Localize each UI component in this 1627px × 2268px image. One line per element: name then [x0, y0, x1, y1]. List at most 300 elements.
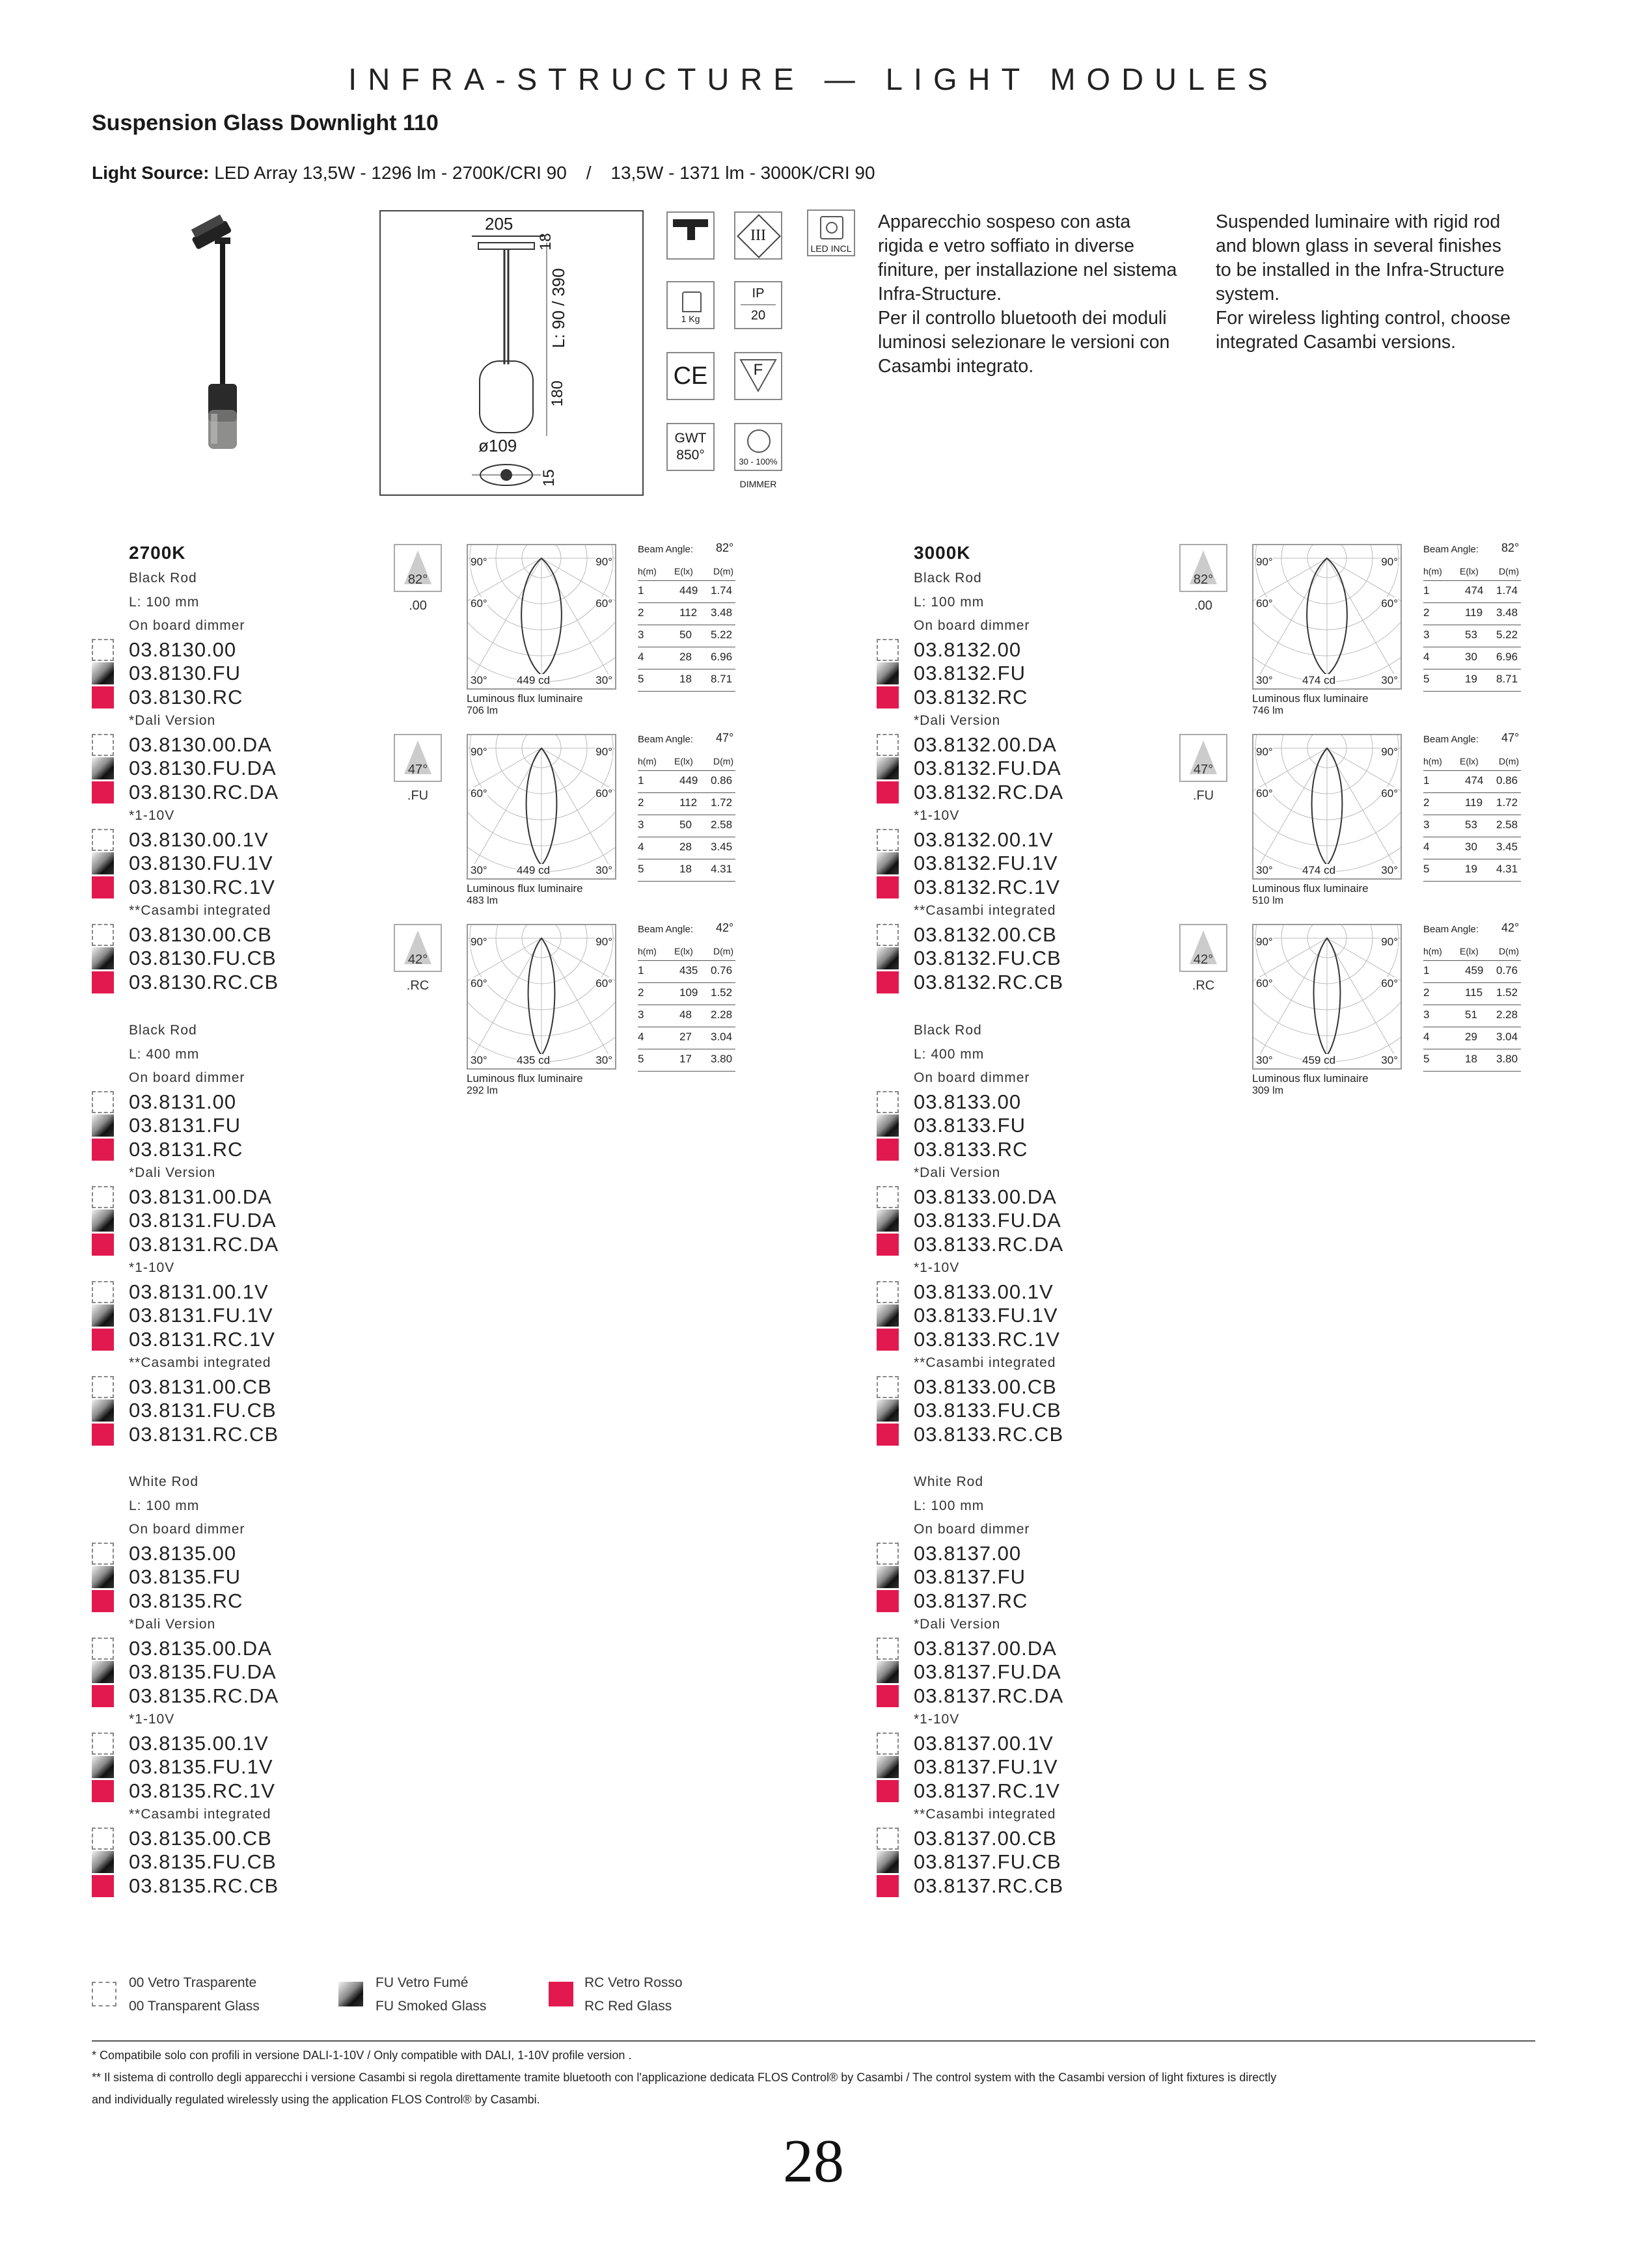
- cell-e: 18: [679, 673, 692, 685]
- beam-angle-value: 47°: [407, 763, 428, 777]
- table-row: [1423, 772, 1521, 793]
- cell-h: 5: [638, 673, 644, 685]
- header-h: h(m): [1423, 756, 1442, 766]
- product-code: 03.8132.RC.1V: [914, 875, 1060, 898]
- polar-90-left: 90°: [471, 556, 487, 568]
- product-code: 03.8130.00.1V: [129, 828, 269, 851]
- beam-angle-header-value: 47°: [716, 731, 734, 744]
- product-code: 03.8133.FU.1V: [914, 1304, 1058, 1327]
- finish-swatch: [877, 1399, 899, 1422]
- finish-swatch: [877, 1091, 899, 1113]
- finish-swatch: [92, 1685, 114, 1707]
- description-line: For wireless lighting control, choose: [1216, 308, 1511, 329]
- header-h: h(m): [638, 946, 657, 956]
- finish-swatch: [92, 1566, 114, 1588]
- header-e: E(lx): [674, 566, 693, 576]
- footnote-2: ** Il sistema di controllo degli apparecchi i versione Casambi si regola direttamente tramite bluetooth con l'applicazione dedicata FLOS Control® by Casambi / The control system with the Casambi version of light fixtures is directly: [92, 2071, 1277, 2084]
- table-row: [638, 604, 735, 625]
- finish-swatch: [877, 1590, 899, 1612]
- finish-swatch: [92, 662, 114, 684]
- finish-swatch: [877, 1139, 899, 1161]
- cell-e: 19: [1465, 673, 1477, 685]
- beam-angle-label: Beam Angle:: [638, 544, 694, 555]
- product-code: 03.8135.00.1V: [129, 1731, 269, 1755]
- polar-diagram: [1252, 544, 1402, 690]
- cell-h: 2: [1423, 606, 1430, 619]
- polar-grid: [1253, 925, 1401, 1068]
- cell-h: 3: [638, 1008, 644, 1021]
- polar-90-right: 90°: [1381, 556, 1398, 568]
- product-code: 03.8135.FU.CB: [129, 1850, 277, 1873]
- dimmer-icon: [734, 423, 782, 471]
- product-code: 03.8135.RC.CB: [129, 1874, 279, 1897]
- cell-d: 0.86: [1496, 774, 1518, 787]
- product-code: 03.8132.00.1V: [914, 828, 1054, 851]
- polar-60-right: 60°: [595, 977, 612, 990]
- table-row: [638, 670, 735, 692]
- cell-h: 5: [1423, 863, 1430, 875]
- version-label: *Dali Version: [129, 1617, 216, 1632]
- legend-transparent-swatch: [92, 1982, 116, 2006]
- table-row: [638, 838, 735, 859]
- flux-value: 292 lm: [467, 1085, 499, 1096]
- cell-d: 5.22: [711, 628, 733, 641]
- product-code: 03.8133.RC.DA: [914, 1232, 1064, 1256]
- finish-swatch: [92, 1875, 114, 1897]
- table-row: [638, 860, 735, 882]
- dim-top: 18: [537, 233, 554, 250]
- legend-smoked-swatch: [338, 1982, 363, 2006]
- finish-swatch: [877, 924, 899, 946]
- polar-60-left: 60°: [471, 977, 487, 990]
- cell-e: 29: [1465, 1031, 1477, 1043]
- product-code: 03.8132.RC.DA: [914, 780, 1064, 803]
- cell-d: 3.04: [1496, 1031, 1518, 1043]
- dim-diameter: ø109: [478, 436, 517, 455]
- gwt-icon: [666, 423, 715, 471]
- finish-swatch: [877, 1376, 899, 1398]
- beam-angle-header-value: 82°: [1501, 541, 1520, 554]
- finish-swatch: [92, 1209, 114, 1232]
- product-code: 03.8130.FU.CB: [129, 947, 277, 969]
- flux-value: 706 lm: [467, 705, 499, 716]
- finish-swatch: [877, 639, 899, 661]
- rod-label: Black Rod: [914, 1023, 982, 1038]
- header-d: D(m): [1499, 756, 1520, 766]
- description-line: Casambi integrato.: [878, 356, 1034, 377]
- product-code: 03.8131.FU.1V: [129, 1304, 273, 1327]
- product-code: 03.8133.00: [914, 1090, 1022, 1113]
- cell-d: 3.80: [711, 1053, 733, 1065]
- polar-60-left: 60°: [1256, 977, 1273, 990]
- finish-swatch: [877, 1851, 899, 1873]
- polar-grid: [468, 925, 615, 1068]
- cell-e: 112: [679, 606, 698, 619]
- cell-h: 2: [638, 606, 644, 619]
- length-label: L: 400 mm: [129, 1046, 200, 1062]
- finish-swatch: [877, 1828, 899, 1850]
- product-code: 03.8130.FU: [129, 662, 241, 684]
- cell-d: 3.45: [711, 841, 733, 853]
- dim-rod: L: 90 / 390: [549, 268, 568, 348]
- dim-width: 205: [485, 214, 513, 234]
- product-code: 03.8131.RC.CB: [129, 1422, 279, 1446]
- polar-90-right: 90°: [1381, 936, 1398, 948]
- beam-angle-value: 42°: [1193, 952, 1214, 967]
- cell-e: 50: [679, 628, 692, 641]
- cell-h: 3: [1423, 628, 1430, 641]
- flux-label: Luminous flux luminaire: [467, 1072, 583, 1085]
- flux-label: Luminous flux luminaire: [467, 692, 583, 705]
- footnote-3: and individually regulated wirelessly using the application FLOS Control® by Casambi.: [92, 2093, 540, 2106]
- product-code: 03.8131.00.DA: [129, 1185, 272, 1208]
- product-code: 03.8130.FU.DA: [129, 757, 277, 779]
- polar-30-right: 30°: [1381, 674, 1398, 686]
- polar-candela: 459 cd: [1302, 1054, 1336, 1066]
- polar-90-left: 90°: [471, 936, 487, 948]
- finish-code: .RC: [406, 979, 430, 993]
- table-row: [638, 582, 735, 603]
- table-row: [1423, 984, 1521, 1005]
- table-header-row: [638, 753, 735, 771]
- header-h: h(m): [1423, 946, 1442, 956]
- product-code: 03.8135.RC.1V: [129, 1779, 275, 1802]
- finish-swatch: [877, 1661, 899, 1683]
- finish-swatch: [92, 1733, 114, 1755]
- polar-30-right: 30°: [1381, 864, 1398, 876]
- footnote-divider: [92, 2040, 1535, 2042]
- finish-swatch: [877, 757, 899, 779]
- polar-grid: [468, 735, 615, 878]
- version-label: **Casambi integrated: [129, 903, 271, 918]
- cell-d: 5.22: [1496, 628, 1518, 641]
- finish-code: .00: [409, 599, 427, 613]
- header-d: D(m): [1499, 566, 1520, 576]
- cell-e: 449: [679, 774, 698, 787]
- finish-swatch: [92, 1780, 114, 1802]
- ce-icon: [666, 352, 715, 400]
- table-row: [638, 626, 735, 647]
- f-label: F: [753, 361, 763, 379]
- table-header-row: [1423, 943, 1521, 961]
- finish-swatch: [92, 1590, 114, 1612]
- gwt-value: 850°: [676, 448, 705, 463]
- polar-candela: 449 cd: [517, 674, 551, 686]
- cell-h: 3: [638, 818, 644, 831]
- led-incl-label: LED INCL: [810, 243, 852, 254]
- table-row: [1423, 670, 1521, 692]
- cell-h: 1: [1423, 964, 1430, 977]
- flux-value: 309 lm: [1252, 1085, 1284, 1096]
- cell-h: 4: [1423, 1031, 1430, 1043]
- flux-value: 510 lm: [1252, 895, 1284, 906]
- product-code: 03.8130.00.DA: [129, 733, 272, 756]
- beam-angle-label: Beam Angle:: [1423, 734, 1479, 745]
- product-code: 03.8132.RC.CB: [914, 970, 1064, 993]
- catalog-header: INFRA-STRUCTURE — LIGHT MODULES: [348, 62, 1279, 96]
- page-number: 28: [783, 2127, 844, 2195]
- cell-e: 53: [1465, 818, 1477, 831]
- polar-diagram: [467, 544, 616, 690]
- finish-swatch: [877, 1780, 899, 1802]
- version-label: **Casambi integrated: [914, 903, 1056, 918]
- product-code: 03.8133.00.DA: [914, 1185, 1057, 1208]
- product-code: 03.8132.00: [914, 638, 1022, 661]
- table-row: [638, 962, 735, 983]
- product-code: 03.8131.FU: [129, 1114, 241, 1137]
- dimmer-label: DIMMER: [739, 479, 777, 489]
- polar-30-right: 30°: [595, 1054, 612, 1066]
- product-code: 03.8130.RC.1V: [129, 875, 275, 898]
- version-label: On board dimmer: [129, 1522, 245, 1537]
- polar-30-left: 30°: [471, 1054, 487, 1066]
- legend-transparent: [129, 1971, 260, 2018]
- product-code: 03.8130.00.CB: [129, 923, 272, 946]
- table-row: [1423, 962, 1521, 983]
- beam-angle-header-value: 47°: [1501, 731, 1520, 744]
- cell-e: 19: [1465, 863, 1477, 875]
- polar-60-left: 60°: [471, 597, 487, 610]
- table-row: [638, 1028, 735, 1049]
- cell-e: 27: [679, 1031, 692, 1043]
- cell-d: 1.74: [711, 584, 733, 597]
- cell-d: 2.28: [711, 1008, 733, 1021]
- light-source-b: 13,5W - 1371 lm - 3000K/CRI 90: [610, 163, 875, 183]
- version-label: **Casambi integrated: [129, 1807, 271, 1822]
- f-icon: [734, 352, 782, 400]
- cell-d: 1.52: [711, 986, 733, 999]
- finish-swatch: [877, 1304, 899, 1327]
- photometric-table: [1423, 731, 1527, 877]
- cell-d: 1.72: [1496, 796, 1518, 809]
- rod-label: Black Rod: [914, 571, 982, 586]
- product-code: 03.8137.00: [914, 1541, 1022, 1565]
- table-header-row: [638, 563, 735, 581]
- cell-d: 3.48: [711, 606, 733, 619]
- flux-value: 746 lm: [1252, 705, 1284, 716]
- cell-h: 2: [1423, 986, 1430, 999]
- product-code: 03.8131.00.1V: [129, 1280, 269, 1303]
- table-row: [1423, 794, 1521, 815]
- finish-code: .RC: [1192, 979, 1215, 993]
- photometric-table: [638, 921, 742, 1067]
- light-source-label: Light Source:: [92, 163, 210, 183]
- finish-swatch: [877, 1566, 899, 1588]
- beam-angle-header-value: 82°: [716, 541, 734, 554]
- version-label: *1-10V: [914, 808, 960, 823]
- polar-30-left: 30°: [1256, 1054, 1273, 1066]
- cell-e: 119: [1465, 796, 1483, 809]
- beam-angle-value: 42°: [407, 952, 428, 967]
- cell-h: 3: [1423, 818, 1430, 831]
- cell-e: 18: [679, 863, 692, 875]
- ip-label: IP: [752, 286, 765, 301]
- finish-swatch: [92, 1304, 114, 1327]
- finish-swatch: [92, 781, 114, 803]
- flux-value: 483 lm: [467, 895, 499, 906]
- photometric-table: [638, 731, 742, 877]
- cell-d: 3.48: [1496, 606, 1518, 619]
- beam-angle-value: 47°: [1193, 763, 1214, 777]
- polar-grid: [468, 545, 615, 688]
- product-code: 03.8131.00.CB: [129, 1375, 272, 1398]
- cell-h: 5: [638, 1053, 644, 1065]
- finish-code: .FU: [407, 789, 429, 803]
- finish-swatch: [92, 852, 114, 874]
- finish-swatch: [92, 686, 114, 709]
- finish-swatch: [877, 1281, 899, 1303]
- beam-angle-header-value: 42°: [1501, 921, 1520, 934]
- table-row: [1423, 626, 1521, 647]
- cell-d: 8.71: [711, 673, 733, 685]
- finish-swatch: [92, 639, 114, 661]
- description-line: Infra-Structure.: [878, 284, 1002, 304]
- header-h: h(m): [1423, 566, 1442, 576]
- product-code: 03.8131.RC: [129, 1137, 243, 1161]
- cell-e: 474: [1465, 584, 1484, 597]
- description-line: finiture, per installazione nel sistema: [878, 260, 1177, 280]
- polar-60-right: 60°: [1381, 597, 1398, 610]
- product-code: 03.8132.RC: [914, 685, 1028, 709]
- footnotes: [92, 2044, 1535, 2111]
- gwt-label: GWT: [674, 431, 707, 446]
- cell-h: 4: [638, 841, 644, 853]
- header-d: D(m): [713, 946, 734, 956]
- class-iii-icon: [734, 211, 782, 260]
- description-italian: [878, 210, 1210, 379]
- polar-candela: 474 cd: [1302, 864, 1336, 876]
- finish-swatch: [877, 1329, 899, 1351]
- finish-swatch: [92, 971, 114, 993]
- finish-swatch: [877, 781, 899, 803]
- polar-90-left: 90°: [471, 746, 487, 758]
- dim-base: 15: [540, 469, 558, 487]
- table-row: [638, 984, 735, 1005]
- finish-swatch: [877, 1424, 899, 1446]
- finish-swatch: [92, 1281, 114, 1303]
- finish-swatch: [92, 947, 114, 969]
- product-code: 03.8133.RC.1V: [914, 1327, 1060, 1351]
- product-code: 03.8135.00.DA: [129, 1636, 272, 1660]
- cell-d: 2.28: [1496, 1008, 1518, 1021]
- table-row: [1423, 1028, 1521, 1049]
- header-e: E(lx): [674, 756, 693, 766]
- polar-grid: [1253, 545, 1401, 688]
- ce-label: CE: [673, 362, 708, 390]
- cell-h: 5: [1423, 673, 1430, 685]
- product-code: 03.8130.RC.DA: [129, 780, 279, 803]
- polar-grid: [1253, 735, 1401, 878]
- beam-angle-value: 82°: [407, 573, 428, 587]
- color-temperature: 2700K: [129, 543, 186, 563]
- cell-d: 3.04: [711, 1031, 733, 1043]
- polar-diagram: [467, 924, 616, 1070]
- cell-h: 1: [638, 774, 644, 787]
- cell-e: 449: [679, 584, 698, 597]
- cell-e: 28: [679, 651, 692, 663]
- legend-smoked-en: FU Smoked Glass: [376, 1999, 487, 2014]
- polar-diagram: [1252, 924, 1402, 1070]
- version-label: *Dali Version: [914, 1165, 1001, 1180]
- cell-e: 48: [679, 1008, 692, 1021]
- finish-swatch: [877, 829, 899, 851]
- finish-swatch: [92, 1661, 114, 1683]
- table-row: [1423, 1050, 1521, 1072]
- table-row: [1423, 582, 1521, 603]
- finish-swatch: [92, 757, 114, 779]
- cell-d: 3.45: [1496, 841, 1518, 853]
- polar-90-right: 90°: [595, 936, 612, 948]
- table-row: [638, 1050, 735, 1072]
- cell-e: 474: [1465, 774, 1484, 787]
- product-code: 03.8133.FU.DA: [914, 1209, 1061, 1232]
- cell-e: 18: [1465, 1053, 1477, 1065]
- product-code: 03.8130.00: [129, 638, 237, 661]
- polar-diagram: [1252, 734, 1402, 880]
- header-d: D(m): [1499, 946, 1520, 956]
- polar-60-left: 60°: [471, 787, 487, 800]
- cell-d: 0.76: [711, 964, 733, 977]
- finish-swatch: [92, 1091, 114, 1113]
- product-code: 03.8133.00.CB: [914, 1375, 1057, 1398]
- finish-swatch: [92, 1139, 114, 1161]
- cell-d: 1.72: [711, 796, 733, 809]
- product-code: 03.8137.00.1V: [914, 1731, 1054, 1755]
- cell-h: 3: [1423, 1008, 1430, 1021]
- finish-code: .00: [1194, 599, 1212, 613]
- cell-d: 8.71: [1496, 673, 1518, 685]
- photometric-table: [1423, 921, 1527, 1067]
- product-code: 03.8131.RC.DA: [129, 1232, 279, 1256]
- finish-swatch: [92, 829, 114, 851]
- rod-label: Black Rod: [129, 571, 197, 586]
- product-code: 03.8135.RC.DA: [129, 1684, 279, 1707]
- beam-angle-label: Beam Angle:: [1423, 924, 1479, 935]
- version-label: On board dimmer: [129, 1070, 245, 1085]
- finish-swatch: [877, 734, 899, 756]
- finish-swatch: [877, 971, 899, 993]
- cell-h: 4: [638, 651, 644, 663]
- length-label: L: 100 mm: [129, 594, 200, 610]
- finish-swatch: [92, 876, 114, 898]
- finish-swatch: [877, 947, 899, 969]
- photometric-table: [1423, 541, 1527, 687]
- polar-60-right: 60°: [595, 787, 612, 800]
- finish-code: .FU: [1192, 789, 1214, 803]
- product-code: 03.8131.00: [129, 1090, 237, 1113]
- dim-body: 180: [549, 380, 566, 407]
- description-english: [1216, 210, 1554, 355]
- polar-90-left: 90°: [1256, 936, 1273, 948]
- cell-e: 53: [1465, 628, 1477, 641]
- version-label: On board dimmer: [914, 618, 1030, 633]
- product-code: 03.8133.FU: [914, 1114, 1026, 1137]
- description-line: integrated Casambi versions.: [1216, 332, 1456, 353]
- description-line: system.: [1216, 284, 1280, 304]
- product-code: 03.8137.RC.DA: [914, 1684, 1064, 1707]
- finish-swatch: [877, 686, 899, 709]
- legend-smoked-it: FU Vetro Fumé: [376, 1975, 469, 1990]
- class-iii-label: III: [750, 227, 766, 244]
- cell-h: 2: [1423, 796, 1430, 809]
- polar-diagram: [467, 734, 616, 880]
- cell-h: 3: [638, 628, 644, 641]
- cell-h: 1: [638, 964, 644, 977]
- cell-d: 4.31: [1496, 863, 1518, 875]
- polar-candela: 474 cd: [1302, 674, 1336, 686]
- polar-candela: 449 cd: [517, 864, 551, 876]
- finish-swatch: [92, 734, 114, 756]
